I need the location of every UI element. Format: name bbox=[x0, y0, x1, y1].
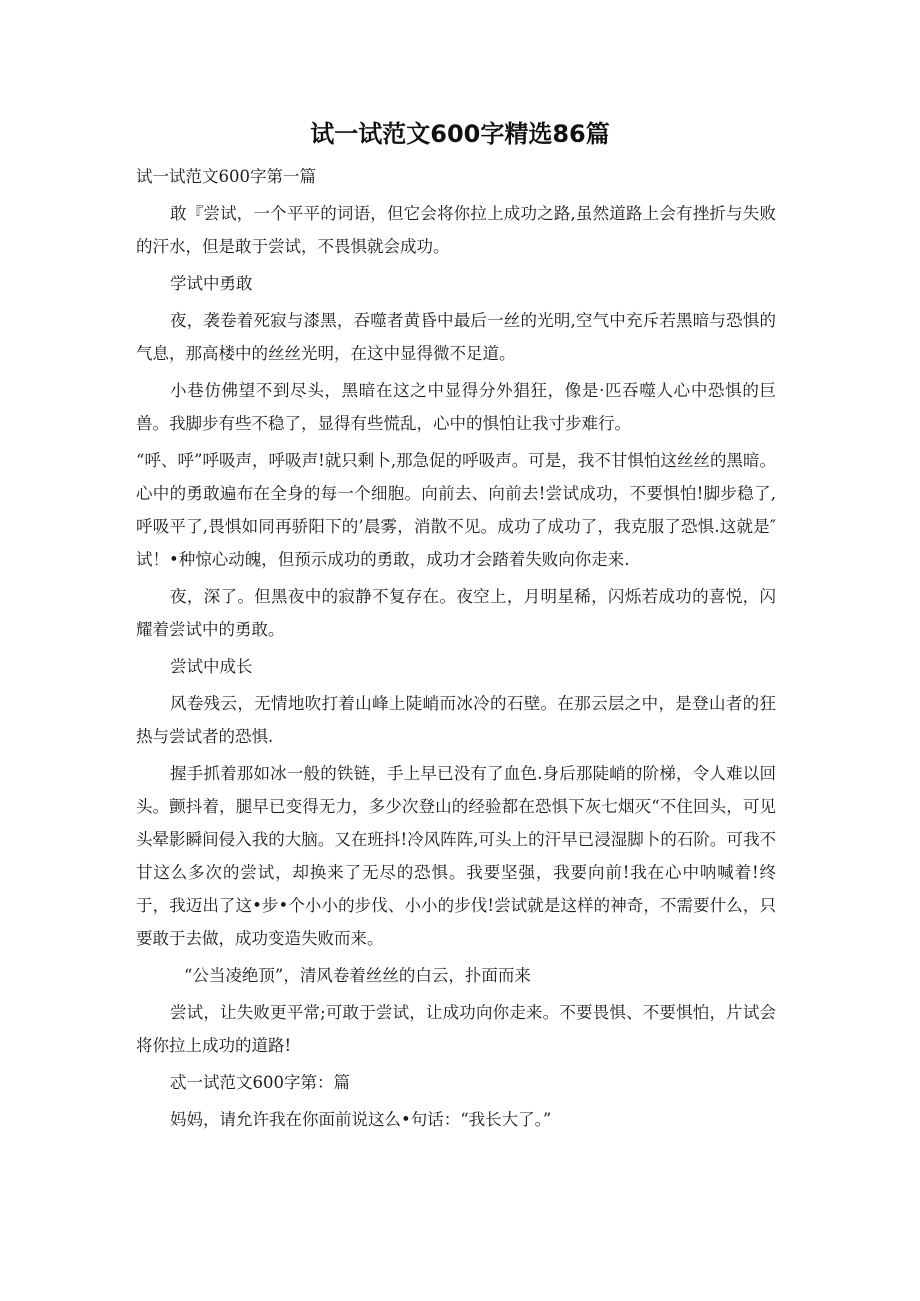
document-body bbox=[136, 160, 776, 1140]
subheading: 尝试中成长 bbox=[170, 657, 253, 676]
quote-line: “公当凌绝顶”，清风卷着丝丝的白云，扑面而来 bbox=[184, 966, 531, 985]
paragraph: 握手抓着那如冰一般的铁链，手上早已没有了血色.身后那陡峭的阶梯，令人难以回头。颤抖着，腿早已变得无力，多少次登山的经验都在恐惧下灰七烟灭“不住回头，可见头晕影瞬间侵入我的大脑。又在班抖!冷风阵阵,可头上的汗早已浸湿脚卜的石阶。可我不甘这么多次的尝试，却换来了无尽的恐惧。我要坚强，我要向前!我在心中呐喊着!终于，我迈出了这•步•个小小的步伐、小小的步伐!尝试就是这样的神奇，不需要什么，只要敢于去做，成功变造失败而来。 bbox=[136, 764, 776, 948]
paragraph: 妈妈，请允许我在你面前说这么•句话：“我长大了。” bbox=[170, 1110, 552, 1129]
paragraph: “呼、呼”呼吸声，呼吸声!就只剩卜,那急促的呼吸声。可是，我不甘惧怕这丝丝的黑暗。心中的勇敢遍布在全身的每一个细胞。向前去、向前去!尝试成功，不要惧怕!脚步稳了,呼吸平了,畏惧如同再骄阳下的’晨雾，消散不见。成功了成功了，我克服了恐惧.这就是″试！•种惊心动魄，但预示成功的勇敢，成功才会踏着失败向你走来. bbox=[136, 451, 776, 569]
document-title: 试一试范文600字精选86篇 bbox=[310, 120, 610, 148]
section-heading: 忒一试范文600字第：篇 bbox=[170, 1073, 350, 1092]
paragraph: 夜，袭卷着死寂与漆黑，吞噬者黄昏中最后一丝的光明,空气中充斥若黑暗与恐惧的气息，那高楼中的丝丝光明，在这中显得微不足道。 bbox=[136, 311, 776, 363]
paragraph: 尝试，让失败更平常;可敢于尝试，让成功向你走来。不要畏惧、不要惧怕，片试会将你拉上成功的道路! bbox=[136, 1003, 776, 1055]
paragraph: 夜，深了。但黑夜中的寂静不复存在。夜空上，月明星稀，闪烁若成功的喜悦，闪耀着尝试中的勇敢。 bbox=[136, 587, 776, 639]
subheading: 学试中勇敢 bbox=[170, 274, 253, 293]
paragraph: 敢『尝试，一个平平的词语，但它会将你拉上成功之路,虽然道路上会有挫折与失败的汗水，但是敢于尝试，不畏惧就会成功。 bbox=[136, 204, 776, 256]
section-heading: 试一试范文600字第一篇 bbox=[136, 167, 316, 186]
paragraph: 风卷残云，无情地吹打着山峰上陡峭而冰冷的石壁。在那云层之中，是登山者的狂热与尝试者的恐惧. bbox=[136, 694, 776, 746]
paragraph: 小巷仿佛望不到尽头，黑暗在这之中显得分外猖狂，像是·匹吞噬人心中恐惧的巨兽。我脚步有些不稳了，显得有些慌乱，心中的惧怕让我寸步难行。 bbox=[136, 381, 776, 433]
